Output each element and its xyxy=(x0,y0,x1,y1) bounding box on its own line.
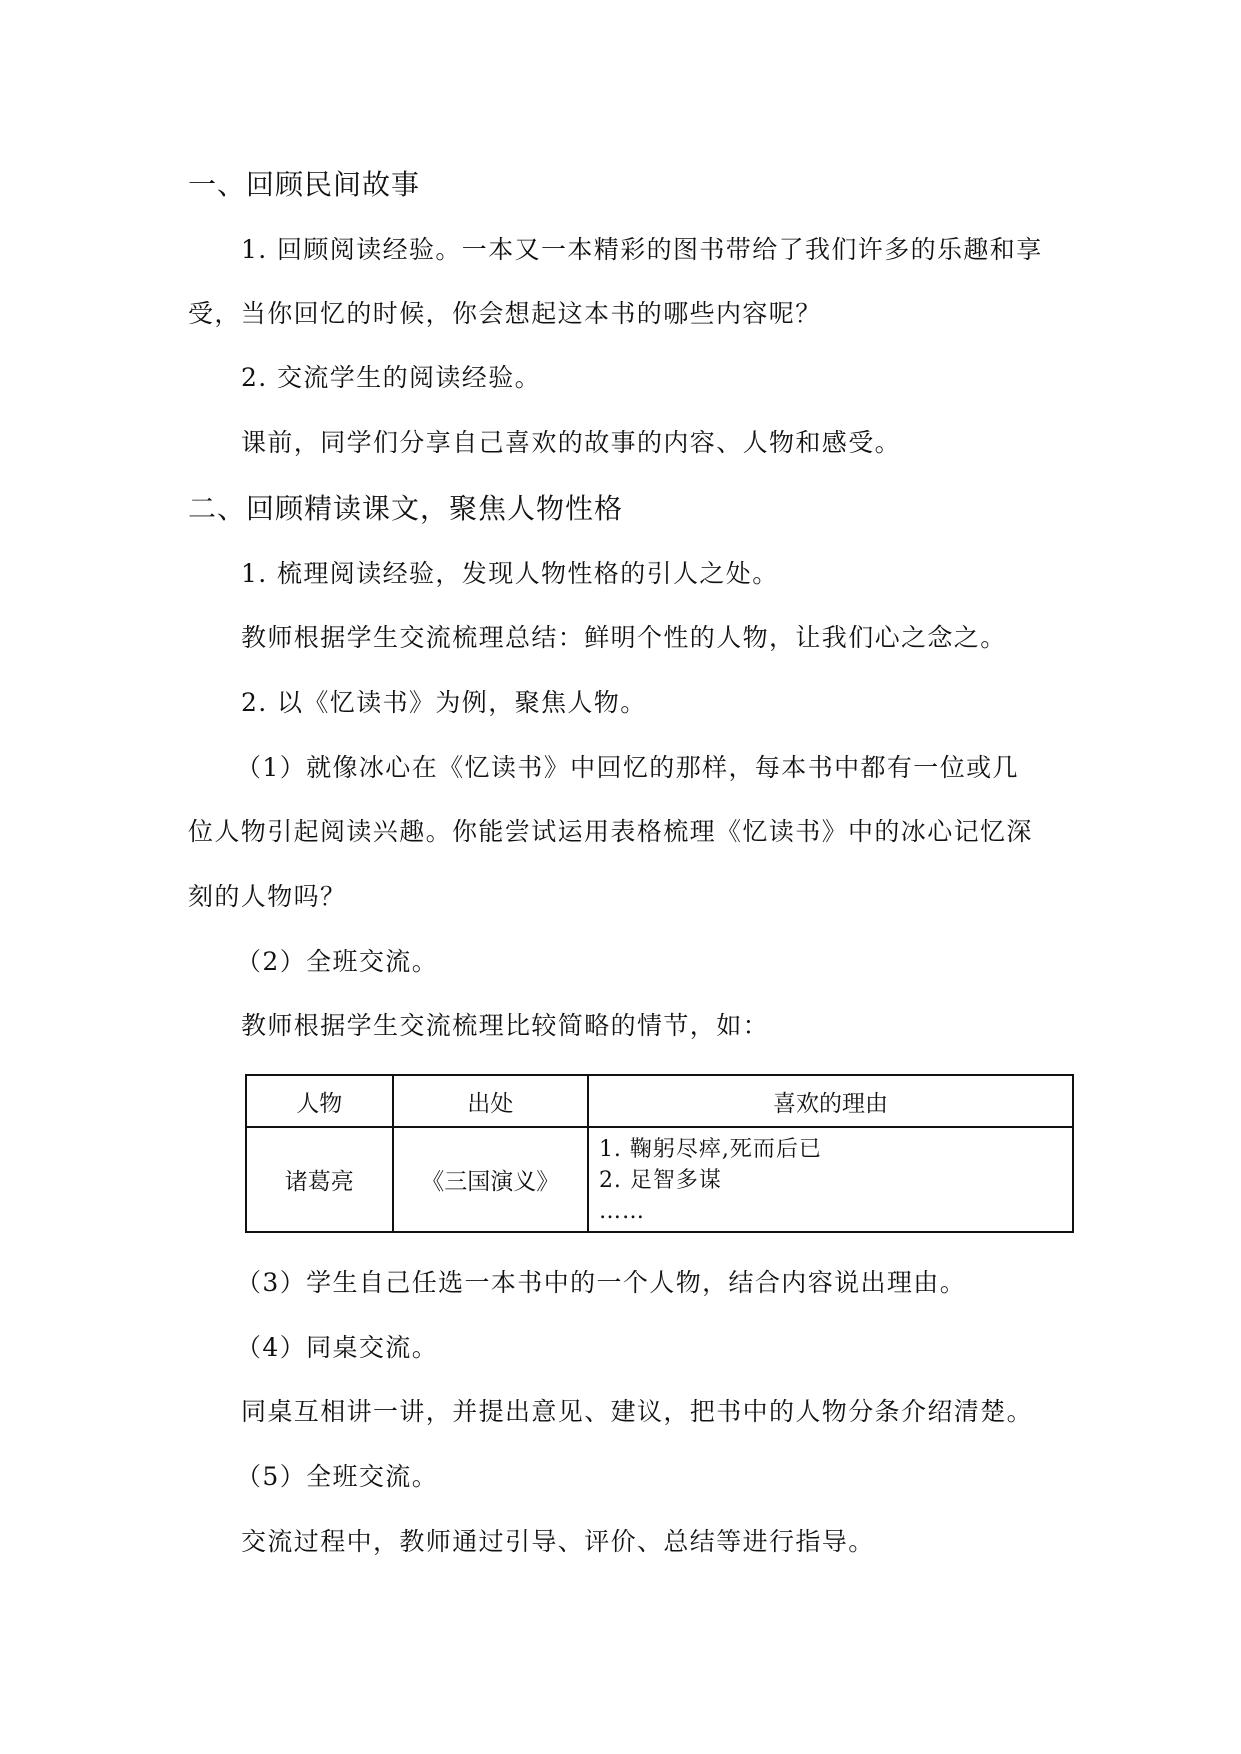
section2-step1-line2: 位人物引起阅读兴趣。你能尝试运用表格梳理《忆读书》中的冰心记忆深 xyxy=(188,817,1033,846)
character-table xyxy=(245,1074,1074,1233)
section1-item2-detail: 课前，同学们分享自己喜欢的故事的内容、人物和感受。 xyxy=(241,428,902,457)
table-cell-reasons xyxy=(588,1127,1073,1232)
reason-item: 2. 足智多谋 xyxy=(598,1168,722,1193)
table-header-source: 出处 xyxy=(393,1075,588,1127)
section2-step3: （3）学生自己任选一本书中的一个人物，结合内容说出理由。 xyxy=(236,1268,967,1297)
section2-step4: （4）同桌交流。 xyxy=(236,1333,439,1362)
reason-item: 1. 鞠躬尽瘁,死而后已 xyxy=(598,1137,822,1162)
section1-item1-line1: 1. 回顾阅读经验。一本又一本精彩的图书带给了我们许多的乐趣和享 xyxy=(241,235,1043,264)
section2-step4-detail: 同桌互相讲一讲，并提出意见、建议，把书中的人物分条介绍清楚。 xyxy=(241,1397,1034,1426)
section2-item1-detail: 教师根据学生交流梳理总结：鲜明个性的人物，让我们心之念之。 xyxy=(241,623,1007,652)
section2-step2-detail: 教师根据学生交流梳理比较简略的情节，如： xyxy=(241,1011,770,1040)
table-row xyxy=(246,1127,1073,1232)
section2-step5: （5）全班交流。 xyxy=(236,1462,439,1491)
section2-step1-line3: 刻的人物吗？ xyxy=(188,882,347,911)
table-header-person: 人物 xyxy=(246,1075,393,1127)
section2-item2: 2. 以《忆读书》为例，聚焦人物。 xyxy=(241,688,647,717)
section2-item1: 1. 梳理阅读经验，发现人物性格的引人之处。 xyxy=(241,559,779,588)
reason-ellipsis: …… xyxy=(598,1199,645,1224)
section1-heading: 一、回顾民间故事 xyxy=(188,168,421,201)
section1-item2: 2. 交流学生的阅读经验。 xyxy=(241,363,542,392)
table-header-row xyxy=(246,1075,1073,1127)
section2-heading: 二、回顾精读课文，聚焦人物性格 xyxy=(188,492,624,525)
section1-item1-line2: 受，当你回忆的时候，你会想起这本书的哪些内容呢？ xyxy=(188,299,822,328)
table-cell-person: 诸葛亮 xyxy=(246,1127,393,1232)
section2-step5-detail: 交流过程中，教师通过引导、评价、总结等进行指导。 xyxy=(241,1527,875,1556)
section2-step2: （2）全班交流。 xyxy=(236,947,439,976)
section2-step1-line1: （1）就像冰心在《忆读书》中回忆的那样，每本书中都有一位或几 xyxy=(236,753,1019,782)
table-header-reason: 喜欢的理由 xyxy=(588,1075,1073,1127)
table-cell-source: 《三国演义》 xyxy=(393,1127,588,1232)
